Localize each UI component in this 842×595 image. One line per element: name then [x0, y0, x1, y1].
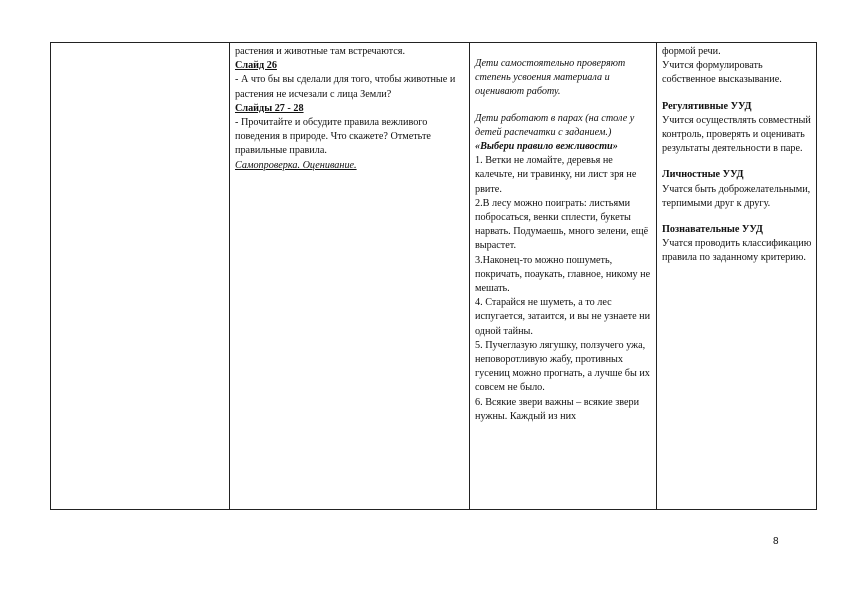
table-row [51, 43, 817, 510]
teacher-activity-cell [230, 43, 470, 510]
lesson-table [50, 42, 817, 510]
slide-27-heading: Слайды 27 - 28 [235, 102, 304, 114]
self-check-text: Самопроверка. Оценивание. [235, 159, 357, 171]
personal-text: Учатся быть доброжелательными, терпимыми друг к другу. [662, 183, 811, 209]
rule-item: 5. Пучеглазую лягушку, ползучего ужа, неповоротливую жабу, противных гусениц можно прогнать, а лучше бы их совсем не было. [475, 339, 650, 394]
slide-27-text: - Прочитайте и обсудите правила вежливого поведения в природе. Что скажете? Отметьте правильные правила. [235, 117, 431, 157]
slide-26-heading: Слайд 26 [235, 60, 277, 72]
uud-top-line: формой речи. [662, 46, 721, 57]
table-cell-empty [51, 43, 230, 510]
uud-cell [657, 43, 817, 510]
cognitive-text: Учатся проводить классификацию правила по заданному критерию. [662, 238, 812, 264]
rule-item: 3.Наконец-то можно пошуметь, покричать, поаукать, главное, никому не мешать. [475, 254, 651, 295]
cognitive-heading: Познавательные УУД [662, 224, 763, 236]
regulatory-heading: Регулятивные УУД [662, 100, 752, 112]
continuation-text: растения и животные там встречаются. [235, 46, 406, 57]
uud-top-text: Учится формулировать собственное высказывание. [662, 60, 782, 86]
page-number: 8 [773, 536, 779, 547]
personal-heading: Личностные УУД [662, 169, 744, 181]
rule-item: 4. Старайся не шуметь, а то лес испугается, затаится, и вы не узнаете ни одной тайны. [475, 297, 651, 337]
rule-item: 1. Ветки не ломайте, деревья не калечьте, ни травинку, ни лист зря не рвите. [475, 155, 637, 195]
intro-text: Дети самостоятельно проверяют степень усвоения материала и оценивают работу. [475, 58, 626, 98]
pairs-text: Дети работают в парах (на столе у детей распечатки с заданием.) [475, 112, 635, 138]
rule-item: 2.В лесу можно поиграть: листьями побросаться, венки сплести, букеты нарвать. Подумаешь, много зелени, ещё вырастет. [475, 197, 649, 252]
rule-item: 6. Всякие звери важны – всякие звери нужны. Каждый из них [475, 396, 640, 422]
student-activity-cell [470, 43, 657, 510]
regulatory-text: Учится осуществлять совместный контроль, проверять и оценивать результаты деятельности в паре. [662, 114, 811, 155]
rules-title: «Выбери правило вежливости» [475, 141, 618, 153]
slide-26-text: - А что бы вы сделали для того, чтобы животные и растения не исчезали с лица Земли? [235, 74, 456, 100]
